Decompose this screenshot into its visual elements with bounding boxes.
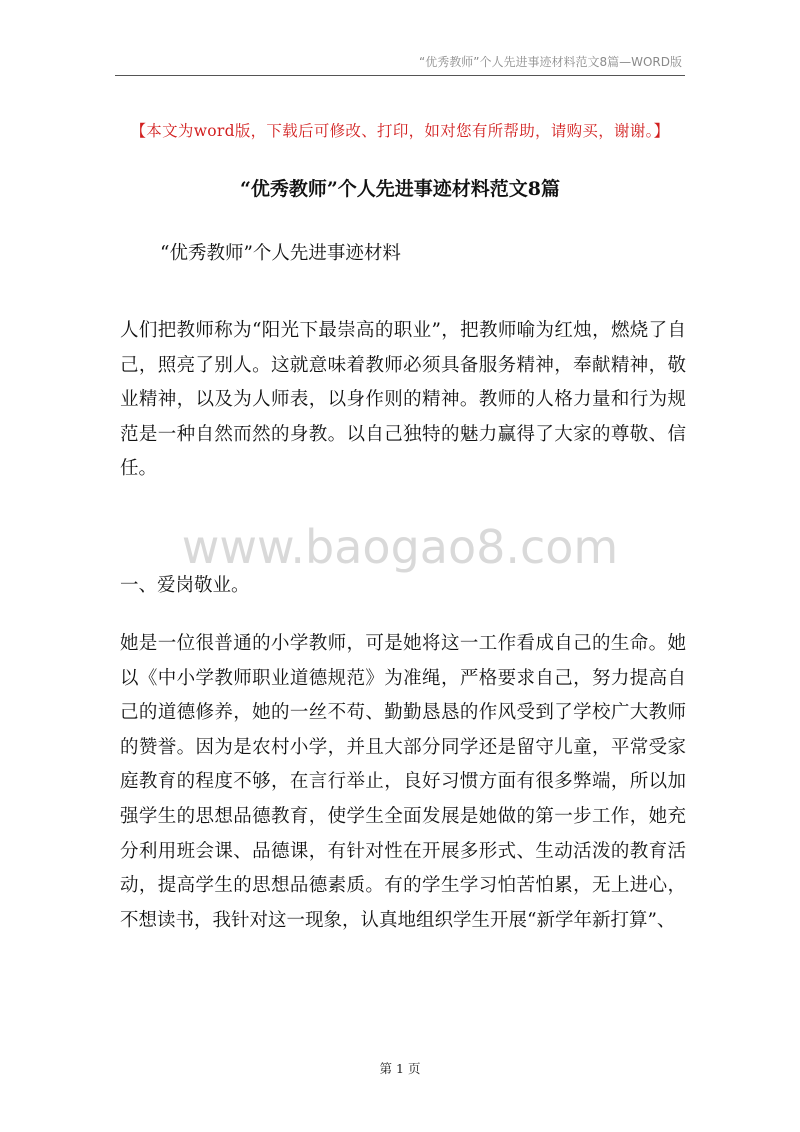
header-divider xyxy=(115,75,685,76)
intro-paragraph: 人们把教师称为“阳光下最崇高的职业”，把教师喻为红烛，燃烧了自己，照亮了别人。这就意味着教师必须具备服务精神，奉献精神，敬业精神，以及为人师表，以身作则的精神。教师的人格力量和行为规范是一种自然而然的身教。以自己独特的魅力赢得了大家的尊敬、信任。 xyxy=(120,320,686,480)
section-heading: 一、爱岗敬业。 xyxy=(120,575,250,596)
document-title: “优秀教师”个人先进事迹材料范文8篇 xyxy=(239,178,561,200)
page-number: 第 1 页 xyxy=(379,1061,421,1076)
document-subtitle: “优秀教师”个人先进事迹材料 xyxy=(160,243,401,264)
section-paragraph: 她是一位很普通的小学教师，可是她将这一工作看成自己的生命。她以《中小学教师职业道德规范》为准绳，严格要求自己，努力提高自己的道德修养，她的一丝不苟、勤勤恳恳的作风受到了学校广大教师的赞誉。因为是农村小学，并且大部分同学还是留守儿童，平常受家庭教育的程度不够，在言行举止，良好习惯方面有很多弊端，所以加强学生的思想品德教育，使学生全面发展是她做的第一步工作，她充分利用班会课、品德课，有针对性在开展多形式、生动活泼的教育活动，提高学生的思想品德素质。有的学生学习怕苦怕累，无上进心，不想读书，我针对这一现象，认真地组织学生开展“新学年新打算”、 xyxy=(120,633,686,931)
running-header: “优秀教师”个人先进事迹材料范文8篇—WORD版 xyxy=(419,55,682,69)
purchase-notice: 【本文为word版，下载后可修改、打印，如对您有所帮助，请购买，谢谢。】 xyxy=(130,122,670,140)
watermark: www.baogao8.com xyxy=(181,520,619,574)
